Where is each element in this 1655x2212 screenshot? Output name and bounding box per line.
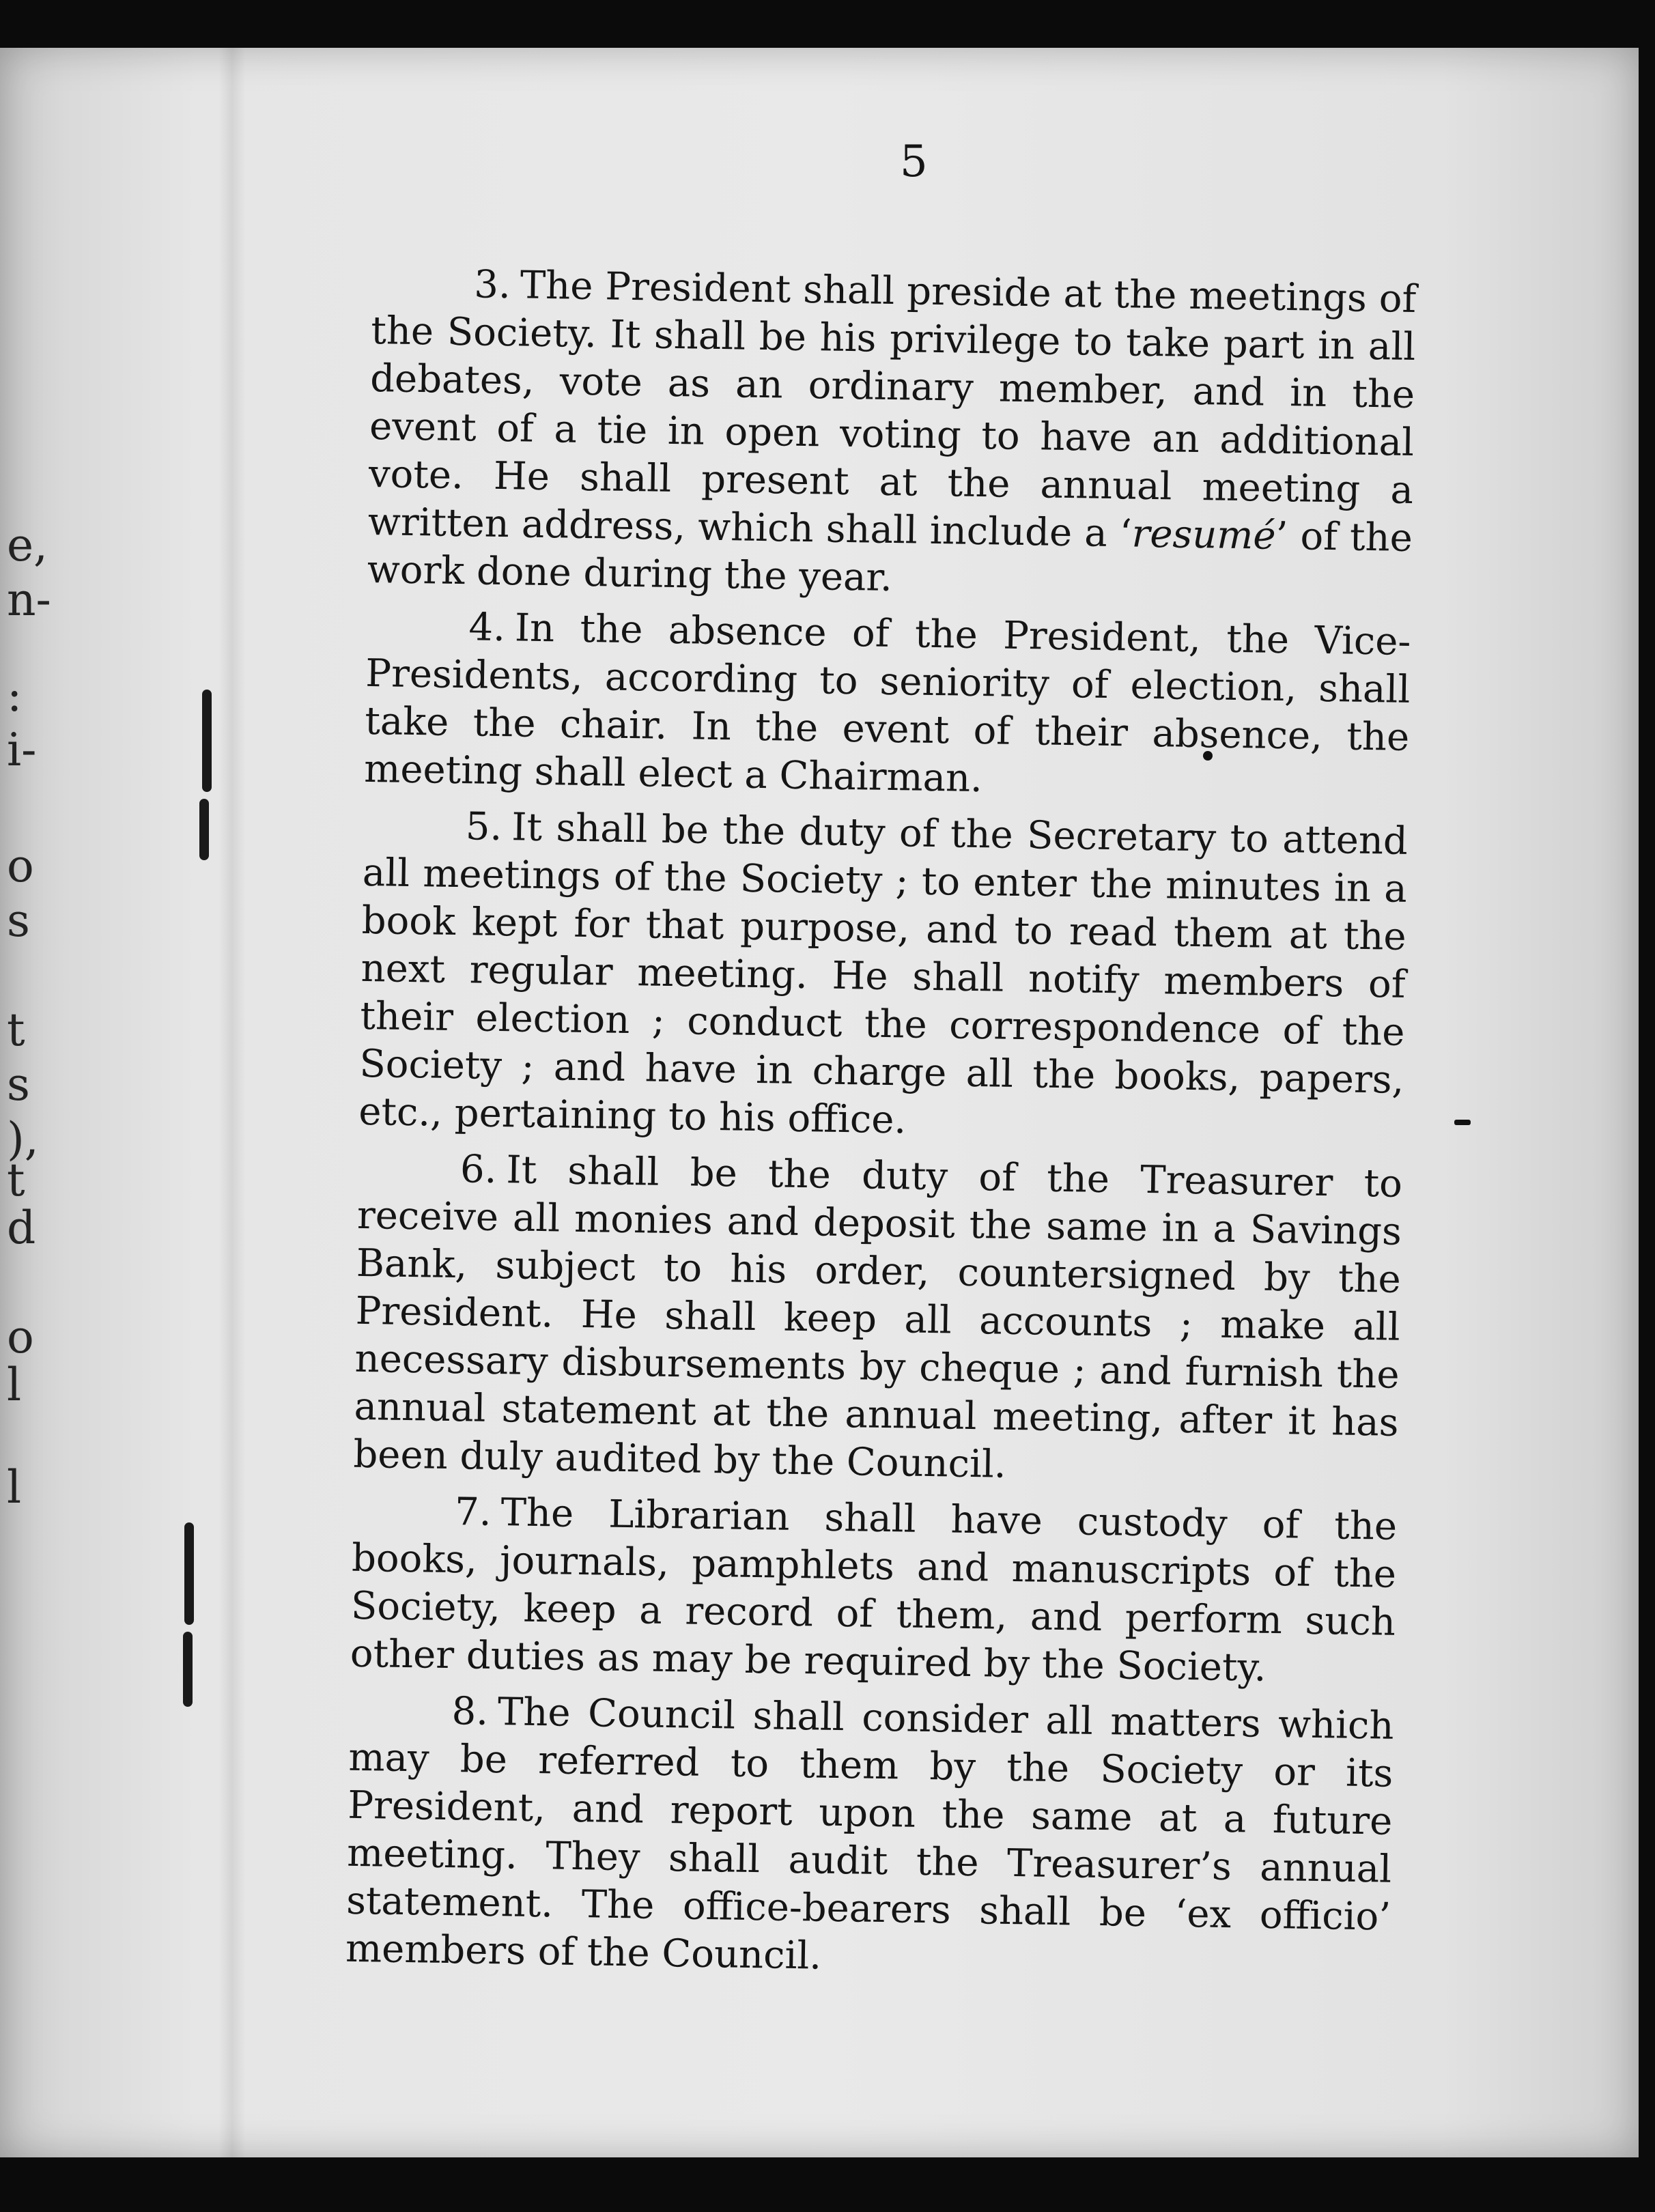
bleed-char: d xyxy=(7,1202,36,1254)
bleed-char: l xyxy=(7,1461,22,1514)
staple-mark xyxy=(183,1632,193,1707)
clause-4 xyxy=(364,602,1411,810)
bleed-char: ), xyxy=(7,1113,39,1165)
binding-gutter xyxy=(218,48,246,2157)
clause-text: The Librarian shall have custody of the books, journals, pamphlets and manuscripts of the Society, keep a record of them, and perform such other duties as may be required by the Society. xyxy=(350,1490,1398,1690)
clause-text: In the absence of the President, the Vice-Presidents, according to seniority of election, shall take the chair. In the event of their absence, the meeting shall elect a Chairman. xyxy=(363,606,1411,802)
clause-italic-term: resumé xyxy=(1131,511,1277,558)
clause-text: The President shall preside at the meetings of the Society. It shall be his privilege to take part in all debates, vote as an ordinary member, and in the event of a tie in open voting to have an additional vote. He shall present at the annual meeting a written address, which shall include a ‘ xyxy=(367,263,1417,556)
staple-mark xyxy=(199,799,209,860)
paper-sheet xyxy=(0,48,1639,2157)
bleed-char: l xyxy=(7,1359,22,1411)
clause-text: ’ of the work done during the year. xyxy=(367,513,1413,601)
bleed-char: o xyxy=(7,1311,34,1363)
bleed-char: : xyxy=(7,669,23,722)
bleed-char: n- xyxy=(7,573,51,626)
clause-7 xyxy=(350,1487,1397,1695)
bleed-char: s xyxy=(7,894,30,947)
clause-6 xyxy=(353,1144,1403,1495)
facing-page-fragments xyxy=(7,48,51,2157)
clause-3 xyxy=(367,259,1417,610)
clause-text: It shall be the duty of the Secretary to attend all meetings of the Society ; to enter the minutes in a book kept for that purpose, and to read them at the next regular meeting. He shall notify members of their election ; conduct the correspondence of the Society ; and have in charge all the books, papers, etc., pertaining to his office. xyxy=(358,805,1409,1143)
page-number: 5 xyxy=(900,137,928,187)
bleed-char: i- xyxy=(7,724,37,776)
staple-mark xyxy=(202,690,212,792)
bleed-char: t xyxy=(7,1004,25,1056)
clause-8 xyxy=(345,1686,1394,1989)
clause-5 xyxy=(358,802,1409,1152)
bleed-char: t xyxy=(7,1154,25,1206)
ink-speck xyxy=(1454,1120,1471,1125)
bleed-char: s xyxy=(7,1058,30,1111)
clause-number: 6. xyxy=(459,1147,498,1193)
clause-number: 5. xyxy=(465,804,503,850)
staple-mark xyxy=(184,1522,194,1625)
clause-number: 3. xyxy=(473,262,511,308)
rules-text xyxy=(345,259,1416,1998)
clause-number: 4. xyxy=(468,605,506,651)
clause-number: 8. xyxy=(451,1689,489,1734)
clause-number: 7. xyxy=(454,1490,492,1535)
bleed-char: o xyxy=(7,840,34,892)
clause-text: The Council shall consider all matters which may be referred to them by the Society or its President, and report upon the same at a future meeting. They shall audit the Treasurer’s annual statement. The office-bearers shall be ‘ex officio’ members of the Council. xyxy=(345,1690,1394,1979)
clause-text: It shall be the duty of the Treasurer to receive all monies and deposit the same in a Savings Bank, subject to his order, countersigned by the President. He shall keep all accounts ; make all necessary disbursements by cheque ; and furnish the annual statement at the annual meeting, after it has been duly audited by the Council. xyxy=(352,1148,1403,1487)
bleed-char: e, xyxy=(7,519,48,571)
